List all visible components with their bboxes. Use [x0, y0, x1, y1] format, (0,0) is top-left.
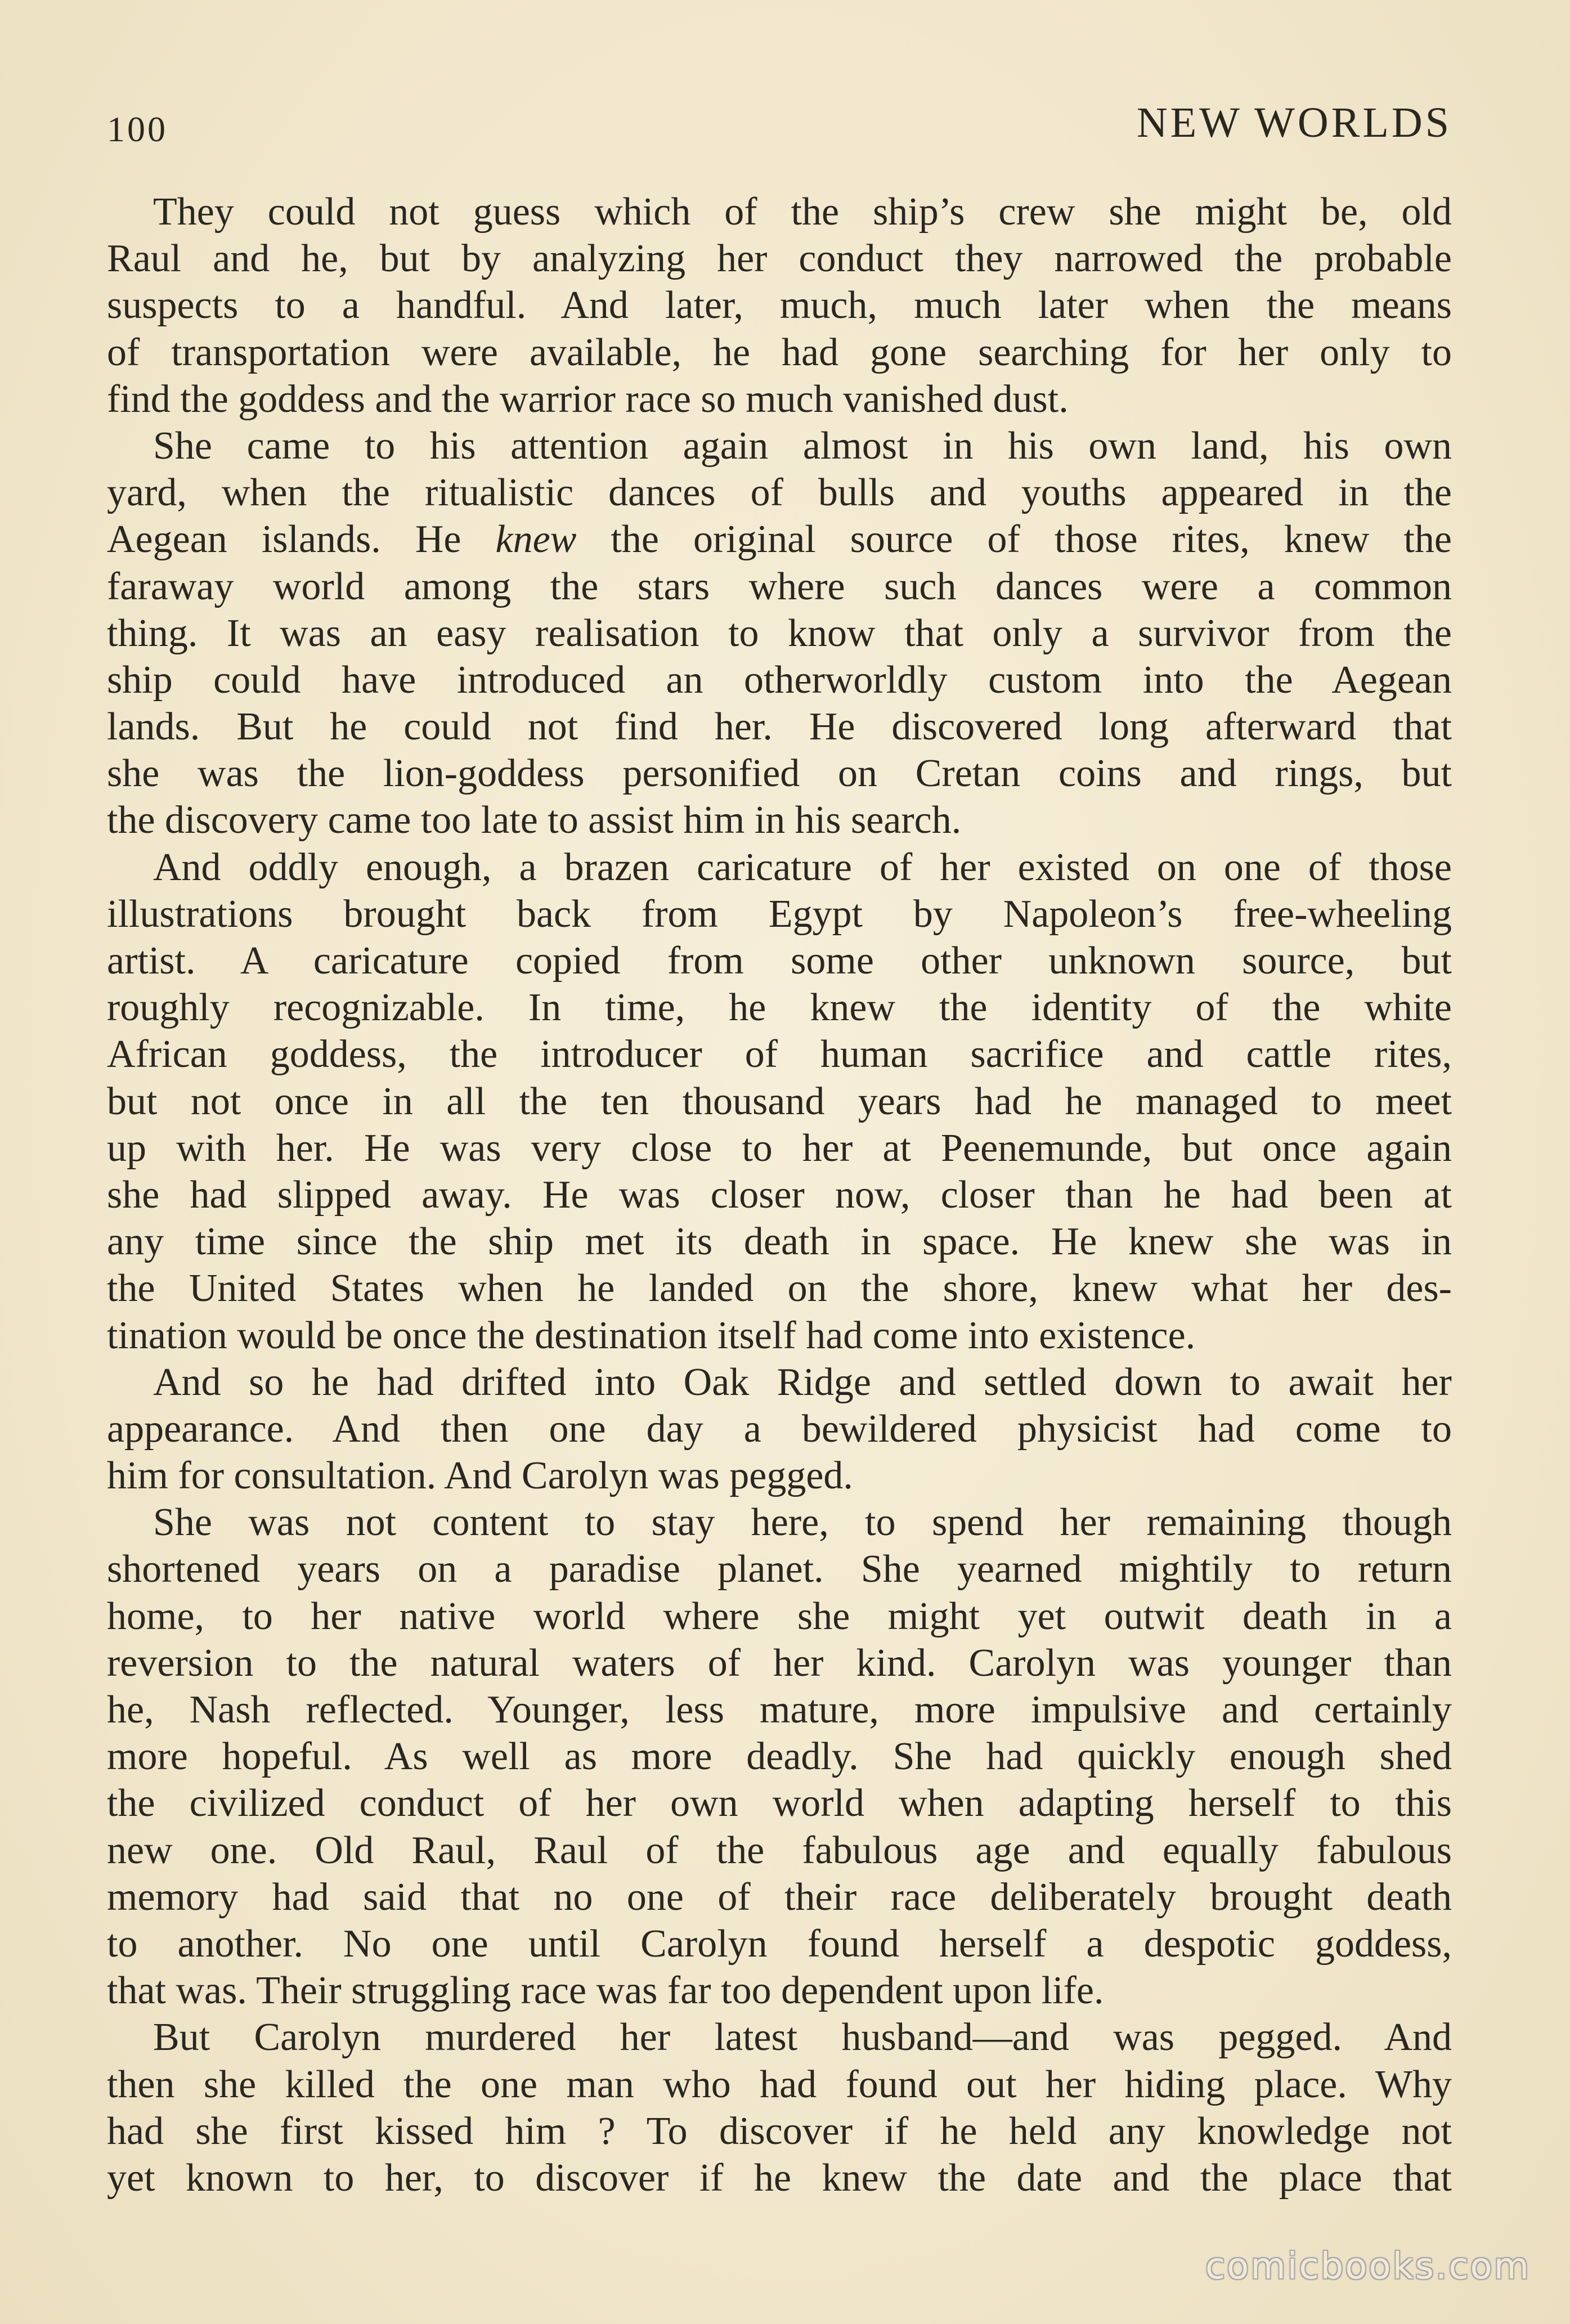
text-line: She was not content to stay here, to spend her remaining though: [153, 1501, 1452, 1545]
text-line: reversion to the natural waters of her kind. Carolyn was younger than: [107, 1641, 1452, 1685]
text-line: lands. But he could not find her. He discovered long afterward that: [107, 705, 1452, 749]
text-line: then she killed the one man who had found out her hiding place. Why: [107, 2062, 1452, 2106]
text-line: They could not guess which of the ship’s crew she might be, old: [153, 190, 1452, 234]
text-line: the discovery came too late to assist him in his search.: [107, 798, 962, 842]
text-line: Aegean islands. He knew the original source of those rites, knew the: [107, 518, 1452, 562]
text-line: she was the lion-goddess personified on Cretan coins and rings, but: [107, 752, 1452, 796]
text-line: suspects to a handful. And later, much, much later when the means: [107, 284, 1452, 327]
text-line: that was. Their struggling race was far too dependent upon life.: [107, 1969, 1104, 2013]
text-line: yet known to her, to discover if he knew the date and the place that: [107, 2156, 1452, 2200]
text-line: to another. No one until Carolyn found herself a despotic goddess,: [107, 1922, 1452, 1966]
emphasis: knew: [495, 518, 577, 562]
text-line: him for consultation. And Carolyn was pegged.: [107, 1454, 853, 1498]
text-line: home, to her native world where she might yet outwit death in a: [107, 1594, 1452, 1638]
text-line: roughly recognizable. In time, he knew the identity of the white: [107, 986, 1452, 1030]
text-line: And so he had drifted into Oak Ridge and settled down to await her: [153, 1360, 1452, 1404]
text-line: of transportation were available, he had gone searching for her only to: [107, 330, 1452, 374]
watermark: comicbooks.com: [1205, 2246, 1531, 2287]
text-line: new one. Old Raul, Raul of the fabulous age and equally fabulous: [107, 1828, 1452, 1872]
text-line: more hopeful. As well as more deadly. She had quickly enough shed: [107, 1735, 1452, 1779]
text-line: faraway world among the stars where such dances were a common: [107, 564, 1452, 608]
text-line: And oddly enough, a brazen caricature of her existed on one of those: [153, 845, 1452, 889]
text-line: any time since the ship met its death in space. He knew she was in: [107, 1220, 1452, 1264]
text-line: appearance. And then one day a bewildered physicist had come to: [107, 1407, 1452, 1451]
text-line: ship could have introduced an otherworldly custom into the Aegean: [107, 658, 1452, 702]
text-line: she had slipped away. He was closer now, closer than he had been at: [107, 1173, 1452, 1217]
text-line: he, Nash reflected. Younger, less mature, more impulsive and certainly: [107, 1688, 1452, 1731]
text-line: artist. A caricature copied from some other unknown source, but: [107, 939, 1452, 982]
text-line: up with her. He was very close to her at Peenemunde, but once again: [107, 1126, 1452, 1170]
text-line: find the goddess and the warrior race so much vanished dust.: [107, 377, 1069, 421]
text-line: but not once in all the ten thousand years had he managed to meet: [107, 1079, 1452, 1123]
text-line: the United States when he landed on the shore, knew what her des-: [107, 1267, 1452, 1311]
text-line: tination would be once the destination itself had come into existence.: [107, 1313, 1196, 1357]
running-head: NEW WORLDS: [1136, 99, 1452, 146]
text-line: yard, when the ritualistic dances of bulls and youths appeared in the: [107, 471, 1452, 515]
text-line: the civilized conduct of her own world when adapting herself to this: [107, 1782, 1452, 1825]
text-line: African goddess, the introducer of human sacrifice and cattle rites,: [107, 1033, 1452, 1076]
text-line: Raul and he, but by analyzing her conduct they narrowed the probable: [107, 237, 1452, 281]
text-line: shortened years on a paradise planet. She yearned mightily to return: [107, 1547, 1452, 1591]
text-line: illustrations brought back from Egypt by Napoleon’s free-wheeling: [107, 892, 1452, 936]
body-text: [107, 189, 1452, 2201]
page-number: 100: [107, 109, 168, 149]
text-line: had she first kissed him ? To discover if he held any knowledge not: [107, 2109, 1452, 2153]
page-header: [107, 98, 1452, 160]
text-line: But Carolyn murdered her latest husband—and was pegged. And: [153, 2016, 1452, 2060]
text-line: thing. It was an easy realisation to know that only a survivor from the: [107, 611, 1452, 655]
text-line: She came to his attention again almost in his own land, his own: [153, 424, 1452, 468]
text-line: memory had said that no one of their race deliberately brought death: [107, 1875, 1452, 1919]
